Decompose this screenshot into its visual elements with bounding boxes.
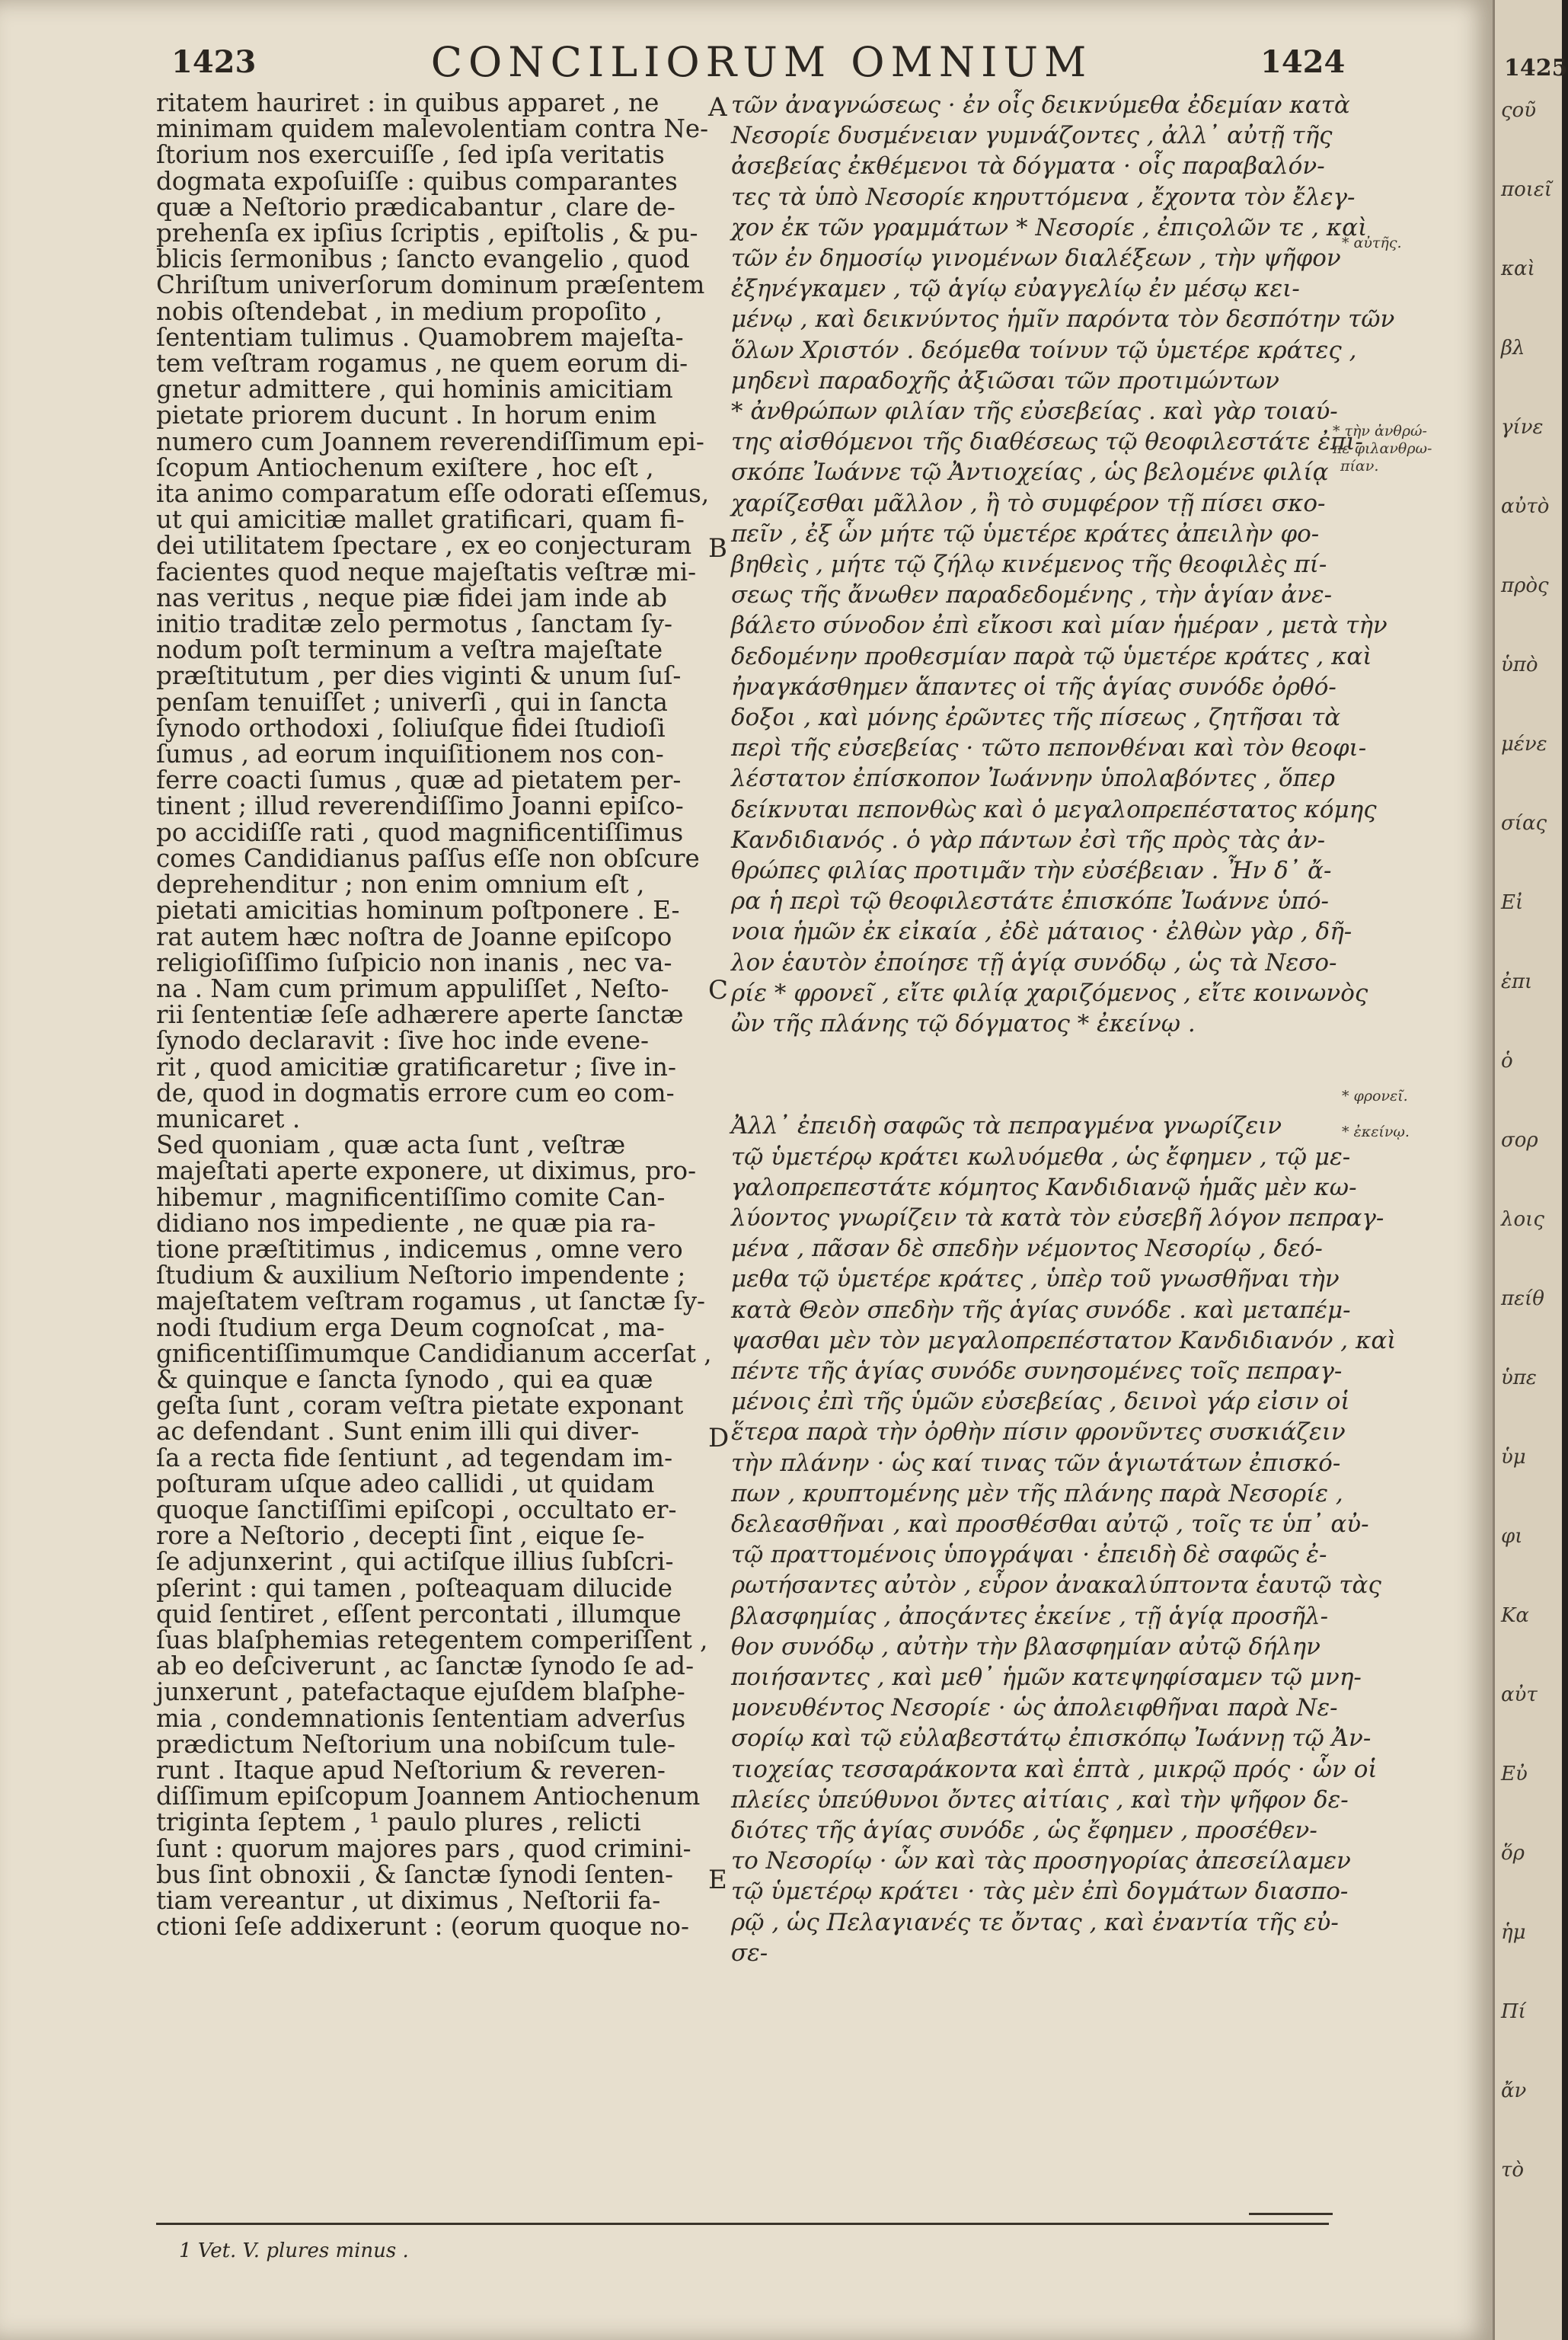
latin-text-line: quid ſentiret , eſſent percontati , illumque xyxy=(156,1599,682,1629)
page-number-right: 1424 xyxy=(1260,44,1346,80)
greek-text-line: σορίῳ καὶ τῷ εὐλαβεστάτῳ ἐπισκόπῳ Ἰωάννῃ τῷ Ἀν- xyxy=(731,1725,1372,1753)
greek-text-line: τὴν πλάνην · ὡς καί τινας τῶν ἁγιωτάτων ἐπισκό- xyxy=(731,1449,1341,1477)
facing-page-fragment: γίνε xyxy=(1501,416,1544,439)
greek-text-line: μονευθέντος Νεσορίε · ὡς ἀπολειφθῆναι παρὰ Νε- xyxy=(731,1694,1338,1722)
facing-page-fragment: αὐτ xyxy=(1501,1683,1538,1706)
latin-text-line: hibemur , magnificentiſſimo comite Can- xyxy=(156,1182,666,1212)
greek-text-line: περὶ τῆς εὐσεβείας · τῶτο πεπονθέναι καὶ τὸν θεοφι- xyxy=(731,734,1367,762)
greek-text-line: θρώπες φιλίας προτιμᾶν τὴν εὐσέβειαν . Ἦν δ᾽ ἄ- xyxy=(731,857,1332,885)
facing-page-fragment: ὅρ xyxy=(1501,1842,1525,1865)
facing-page-fragment: ἐπι xyxy=(1501,970,1533,993)
greek-text-line: βάλετο σύνοδον ἐπὶ εἴκοσι καὶ μίαν ἡμέραν , μετὰ τὴν xyxy=(731,612,1388,640)
greek-text-line: Κανδιδιανός . ὁ γὰρ πάντων ἐσὶ τῆς πρὸς τὰς ἀν- xyxy=(731,826,1326,854)
latin-text-line: poſturam uſque adeo callidi , ut quidam xyxy=(156,1469,655,1498)
page-number-left: 1423 xyxy=(171,44,257,80)
greek-text-line: βηθεὶς , μήτε τῷ ζήλῳ κινέμενος τῆς θεοφιλὲς πί- xyxy=(731,551,1327,579)
latin-text-line: nas veritus , neque piæ fidei jam inde ab xyxy=(156,583,667,612)
section-marker-e: E xyxy=(708,1865,727,1895)
latin-column xyxy=(156,88,720,1942)
facing-page-fragment: Εἰ xyxy=(1501,891,1524,914)
latin-text-line: na . Nam cum primum appuliſſet , Neſto- xyxy=(156,973,669,1003)
latin-text-line: junxerunt , patefactaque ejuſdem blaſphe- xyxy=(156,1677,685,1707)
latin-text-line: diſſimum epiſcopum Joannem Antiochenum xyxy=(156,1782,701,1811)
latin-text-line: runt . Itaque apud Neſtorium & reveren- xyxy=(156,1756,666,1785)
greek-text-line: τῷ πραττομένοις ὑπογράψαι · ἐπειδὴ δὲ σαφῶς ἐ- xyxy=(731,1541,1327,1569)
greek-text-line: νοια ἡμῶν ἐκ εἰκαία , ἐδὲ μάταιος · ἐλθὼν γὰρ , δῆ- xyxy=(731,918,1352,946)
paragraph-gap xyxy=(731,1039,1333,1065)
facing-page-fragment: Κα xyxy=(1501,1604,1529,1627)
facing-page-fragment: σίας xyxy=(1501,812,1547,835)
latin-text-line: de, quod in dogmatis errore cum eo com- xyxy=(156,1078,675,1108)
footnote-rule xyxy=(156,2223,1329,2225)
greek-text-line: μένῳ , καὶ δεικνύντος ἡμῖν παρόντα τὸν δεσπότην τῶν xyxy=(731,305,1395,334)
greek-text-line: σκόπε Ἰωάννε τῷ Ἀντιοχείας , ὡς βελομένε φιλίᾳ xyxy=(731,459,1329,487)
facing-page-fragment: μένε xyxy=(1501,733,1547,756)
greek-text-line: δεδομένην προθεσμίαν παρὰ τῷ ὑμετέρε κράτες , καὶ xyxy=(731,642,1372,670)
latin-text-line: rii ſententiæ ſeſe adhærere aperte ſanctæ xyxy=(156,1000,684,1030)
latin-text-line: dogmata expoſuiſſe : quibus comparantes xyxy=(156,166,678,196)
greek-text-line: πλείες ὑπεύθυνοι ὄντες αἰτίαις , καὶ τὴν ψῆφον δε- xyxy=(731,1785,1349,1814)
greek-text-line: τῶν ἀναγνώσεως · ἐν οἷς δεικνύμεθα ἐδεμίαν κατὰ xyxy=(731,91,1350,119)
latin-text-line: pietati amicitias hominum poſtponere . E- xyxy=(156,896,680,925)
greek-text-line: ἠναγκάσθημεν ἅπαντες οἱ τῆς ἁγίας συνόδε ὀρθό- xyxy=(731,673,1336,701)
latin-text-line: mia , condemnationis ſententiam adverſus xyxy=(156,1703,686,1733)
facing-page-fragment: σορ xyxy=(1501,1129,1538,1152)
latin-text-line: & quinque e ſancta ſynodo , qui ea quæ xyxy=(156,1364,653,1394)
facing-page-fragment: αὐτὸ xyxy=(1501,495,1550,518)
facing-page-fragment: φι xyxy=(1501,1525,1523,1548)
latin-text-line: ſtorium nos exercuiſſe , ſed ipſa veritatis xyxy=(156,140,665,170)
latin-text-line: initio traditæ zelo permotus , ſanctam ſy- xyxy=(156,609,672,639)
greek-text-line: πων , κρυπτομένης μὲν τῆς πλάνης παρὰ Νεσορίε , xyxy=(731,1479,1343,1507)
latin-text-line: tiam vereantur , ut diximus , Neſtorii fa- xyxy=(156,1886,661,1916)
greek-text-line: της αἰσθόμενοι τῆς διαθέσεως τῷ θεοφιλεστάτε ἐπι- xyxy=(731,428,1364,456)
greek-text-line: μηδενὶ παραδοχῆς ἀξιῶσαι τῶν προτιμώντων xyxy=(731,366,1280,395)
facing-page-fragment: ςοῦ xyxy=(1501,99,1537,122)
latin-text-line: penſam tenuiſſet ; univerſi , qui in ſancta xyxy=(156,687,668,717)
greek-text-line: λύοντος γνωρίζειν τὰ κατὰ τὸν εὐσεβῆ λόγον πεπραγ- xyxy=(731,1204,1384,1232)
facing-page-fragment: ὑμ xyxy=(1501,1446,1526,1469)
latin-text-line: ferre coacti ſumus , quæ ad pietatem per- xyxy=(156,766,682,795)
facing-page-edge xyxy=(1493,0,1568,2340)
greek-text-line: το Νεσορίῳ · ὧν καὶ τὰς προσηγορίας ἀπεσείλαμεν xyxy=(731,1847,1351,1875)
margin-note-2: * τὴν ἀνθρώ- xyxy=(1333,423,1427,440)
latin-text-line: dei utilitatem ſpectare , ex eo conjecturam xyxy=(156,531,692,561)
latin-text-line: ut qui amicitiæ mallet gratificari, quam fi- xyxy=(156,505,685,535)
greek-text-line: ρίε * φρονεῖ , εἴτε φιλίᾳ χαριζόμενος , εἴτε κοινωνὸς xyxy=(731,979,1368,1007)
latin-text-line: gnificentiſſimumque Candidianum accerſat , xyxy=(156,1338,712,1368)
greek-text-line: σεως τῆς ἄνωθεν παραδεδομένης , τὴν ἁγίαν ἀνε- xyxy=(731,581,1333,609)
greek-text-line: κατὰ Θεὸν σπεδὴν τῆς ἁγίας συνόδε . καὶ μεταπέμ- xyxy=(731,1296,1351,1324)
greek-text-line: τῶν ἐν δημοσίῳ γινομένων διαλέξεων , τὴν ψῆφον xyxy=(731,245,1341,273)
greek-text-line: Ἀλλ᾽ ἐπειδὴ σαφῶς τὰ πεπραγμένα γνωρίζειν xyxy=(731,1112,1282,1140)
latin-text-line: ſtudium & auxilium Neſtorio impendente ; xyxy=(156,1261,686,1290)
greek-text-line: γαλοπρεπεστάτε κόμητος Κανδιδιανῷ ἡμᾶς μὲν κω- xyxy=(731,1173,1357,1201)
latin-text-line: ſententiam tulimus . Quamobrem majeſta- xyxy=(156,322,684,352)
latin-text-line: ſe adjunxerint , qui actiſque illius ſubſcri- xyxy=(156,1547,674,1577)
latin-text-line: rat autem hæc noſtra de Joanne epiſcopo xyxy=(156,922,672,951)
facing-page-fragment: τὸ xyxy=(1501,2159,1525,2182)
facing-page-fragment: βλ xyxy=(1501,337,1525,360)
latin-text-line: geſta ſunt , coram veſtra pietate exponant xyxy=(156,1391,684,1421)
section-marker-c: C xyxy=(708,975,729,1005)
latin-text-line: præſtitutum , per dies viginti & unum ſuſ- xyxy=(156,661,682,691)
latin-text-line: majeſtati aperte exponere, ut diximus, pro- xyxy=(156,1156,697,1186)
greek-text-line: τῷ ὑμετέρῳ κράτει · τὰς μὲν ἐπὶ δογμάτων διασπο- xyxy=(731,1878,1349,1906)
latin-text-line: Sed quoniam , quæ acta ſunt , veſtræ xyxy=(156,1130,626,1160)
latin-text-line: bus ſint obnoxii , & ſanctæ ſynodi ſenten- xyxy=(156,1859,674,1889)
greek-text-line: * ἀνθρώπων φιλίαν τῆς εὐσεβείας . καὶ γὰρ τοιαύ- xyxy=(731,398,1338,426)
latin-text-line: ctioni ſeſe addixerunt : (eorum quoque no- xyxy=(156,1912,689,1942)
greek-text-line: ἐξηνέγκαμεν , τῷ ἁγίῳ εὐαγγελίῳ ἐν μέσῳ κει- xyxy=(731,275,1300,303)
margin-note-4: * ἐκείνῳ. xyxy=(1342,1124,1410,1140)
facing-page-fragment: λοις xyxy=(1501,1208,1544,1231)
latin-text-line: ſynodo orthodoxi , ſoliuſque fidei ſtudioſi xyxy=(156,713,666,743)
latin-text-line: ſumus , ad eorum inquiſitionem nos con- xyxy=(156,740,664,769)
margin-note-2c: πίαν. xyxy=(1340,458,1379,475)
greek-text-line: ψασθαι μὲν τὸν μεγαλοπρεπέστατον Κανδιδιανόν , καὶ xyxy=(731,1326,1397,1354)
latin-text-line: facientes quod neque majeſtatis veſtræ mi- xyxy=(156,557,697,587)
greek-text-line: ποιήσαντες , καὶ μεθ᾽ ἡμῶν κατεψηφίσαμεν τῷ μνη- xyxy=(731,1663,1362,1691)
latin-text-line: ſynodo declaravit : ſive hoc inde evene- xyxy=(156,1026,649,1056)
latin-text-line: tinent ; illud reverendiſſimo Joanni epiſco- xyxy=(156,791,684,821)
latin-text-line: quoque ſanctiſſimi epiſcopi , occultato er- xyxy=(156,1494,677,1524)
latin-text-line: tione præſtitimus , indicemus , omne vero xyxy=(156,1234,683,1264)
facing-page-number: 1425 xyxy=(1504,55,1568,82)
facing-page-fragment: ὑπε xyxy=(1501,1367,1537,1389)
greek-text-line: ρῷ , ὡς Πελαγιανές τε ὄντας , καὶ ἐναντία τῆς εὐ- xyxy=(731,1908,1339,1936)
latin-text-line: comes Candidianus paſſus eſſe non obſcure xyxy=(156,843,700,873)
latin-text-line: majeſtatem veſtram rogamus , ut ſanctæ ſy- xyxy=(156,1287,706,1316)
latin-text-line: triginta ſeptem , ¹ paulo plures , relicti xyxy=(156,1808,641,1837)
latin-text-line: ſcopum Antiochenum exiſtere , hoc eſt , xyxy=(156,452,654,482)
latin-text-line: ac defendant . Sunt enim illi qui diver- xyxy=(156,1417,640,1447)
latin-text-line: rit , quod amicitiæ gratificaretur ; ſive in- xyxy=(156,1052,676,1082)
facing-page-fragment: πρὸς xyxy=(1501,574,1549,597)
latin-text-line: rore a Neſtorio , decepti ſint , eique ſe- xyxy=(156,1521,645,1551)
facing-page-fragment: πείθ xyxy=(1501,1287,1544,1310)
margin-note-2b: πε φιλανθρω- xyxy=(1333,440,1432,457)
greek-text-line: μένα , πᾶσαν δὲ σπεδὴν νέμοντος Νεσορίῳ , δεό- xyxy=(731,1235,1323,1263)
latin-text-line: ab eo deſciverunt , ac ſanctæ ſynodo ſe ad- xyxy=(156,1651,695,1681)
latin-text-line: prehenſa ex ipſius ſcriptis , epiſtolis , & pu- xyxy=(156,219,698,248)
facing-page-fragment: ἡμ xyxy=(1501,1921,1526,1944)
latin-text-line: minimam quidem malevolentiam contra Ne- xyxy=(156,114,709,144)
greek-text-line: σε- xyxy=(731,1939,768,1967)
greek-text-line: χαρίζεσθαι μᾶλλον , ἢ τὸ συμφέρον τῇ πίσει σκο- xyxy=(731,489,1326,517)
latin-text-line: nobis oſtendebat , in medium propoſito , xyxy=(156,296,663,326)
facing-page-fragment: ἄν xyxy=(1501,2079,1527,2102)
latin-text-line: po accidiſſe rati , quod magnificentiſſimus xyxy=(156,817,684,847)
facing-page-fragment: καὶ xyxy=(1501,257,1535,280)
section-marker-a: A xyxy=(708,92,727,123)
facing-page-fragment: Εὐ xyxy=(1501,1763,1528,1785)
latin-text-line: ſa a recta fide ſentiunt , ad tegendam im- xyxy=(156,1443,673,1472)
greek-text-line: πεῖν , ἐξ ὧν μήτε τῷ ὑμετέρε κράτες ἀπειλὴν φο- xyxy=(731,519,1320,548)
latin-text-line: pietate priorem ducunt . In horum enim xyxy=(156,401,657,430)
margin-note-3: * φρονεῖ. xyxy=(1342,1088,1408,1104)
latin-text-line: ritatem hauriret : in quibus apparet , ne xyxy=(156,88,659,117)
latin-text-line: ſuas blaſphemias retegentem comperiſſent , xyxy=(156,1625,708,1654)
greek-text-line: διότες τῆς ἁγίας συνόδε , ὡς ἔφημεν , προσέθεν- xyxy=(731,1816,1317,1844)
running-header: CONCILIORUM OMNIUM xyxy=(430,38,1093,86)
section-marker-b: B xyxy=(708,533,727,564)
latin-text-line: pſerint : qui tamen , poſteaquam dilucide xyxy=(156,1573,672,1603)
greek-text-line: ὅλων Χριστόν . δεόμεθα τοίνυν τῷ ὑμετέρε κράτες , xyxy=(731,336,1357,364)
greek-text-line: ἀσεβείας ἐκθέμενοι τὰ δόγματα · οἷς παραβαλόν- xyxy=(731,152,1325,181)
latin-text-line: Chriſtum univerſorum dominum præſentem xyxy=(156,270,705,300)
latin-text-line: religioſiſſimo ſuſpicio non inanis , nec va- xyxy=(156,948,672,977)
greek-text-line: ὢν τῆς πλάνης τῷ δόγματος * ἐκείνῳ . xyxy=(731,1010,1196,1038)
latin-text-line: prædictum Neſtorium una nobiſcum tule- xyxy=(156,1729,675,1759)
footnote: 1 Vet. V. plures minus . xyxy=(179,2239,409,2262)
greek-text-line: θον συνόδῳ , αὐτὴν τὴν βλασφημίαν αὐτῷ δήλην xyxy=(731,1632,1321,1661)
latin-text-line: ſunt : quorum majores pars , quod crimini- xyxy=(156,1833,691,1863)
section-marker-d: D xyxy=(708,1423,730,1453)
margin-note-1: * αὐτῆς. xyxy=(1342,235,1402,251)
latin-text-line: municaret . xyxy=(156,1104,301,1133)
latin-text-line: didiano nos impediente , ne quæ pia ra- xyxy=(156,1208,656,1238)
greek-text-line: δείκνυται πεπονθὼς καὶ ὁ μεγαλοπρεπέστατος κόμης xyxy=(731,795,1377,823)
greek-text-line: τῷ ὑμετέρῳ κράτει κωλυόμεθα , ὡς ἔφημεν , τῷ με- xyxy=(731,1143,1351,1171)
greek-text-line: ρωτήσαντες αὐτὸν , εὗρον ἀνακαλύπτοντα ἑαυτῷ τὰς xyxy=(731,1571,1381,1600)
latin-text-line: blicis ſermonibus ; ſancto evangelio , quod xyxy=(156,245,690,274)
greek-text-line: μένοις ἐπὶ τῆς ὑμῶν εὐσεβείας , δεινοὶ γάρ εἰσιν οἱ xyxy=(731,1388,1350,1416)
greek-text-line: πέντε τῆς ἁγίας συνόδε συνησομένες τοῖς πεπραγ- xyxy=(731,1357,1343,1385)
latin-text-line: tem veſtram rogamus , ne quem eorum di- xyxy=(156,349,688,379)
greek-text-line: τες τὰ ὑπὸ Νεσορίε κηρυττόμενα , ἔχοντα τὸν ἔλεγ- xyxy=(731,183,1356,211)
latin-text-line: ita animo comparatum eſſe odorati eſſemus, xyxy=(156,479,710,509)
greek-text-line: Νεσορίε δυσμένειαν γυμνάζοντες , ἀλλ᾽ αὐτῇ τῆς xyxy=(731,122,1333,150)
latin-text-line: nodi ſtudium erga Deum cognoſcat , ma- xyxy=(156,1312,665,1342)
facing-page-fragment: Πί xyxy=(1501,2000,1526,2023)
greek-text-line: λον ἑαυτὸν ἐποίησε τῇ ἁγίᾳ συνόδῳ , ὡς τὰ Νεσο- xyxy=(731,948,1337,977)
latin-text-line: deprehenditur ; non enim omnium eſt , xyxy=(156,870,645,900)
latin-text-line: nodum poſt terminum a veſtra majeſtate xyxy=(156,635,663,665)
greek-text-line: μεθα τῷ ὑμετέρε κράτες , ὑπὲρ τοῦ γνωσθῆναι τὴν xyxy=(731,1265,1340,1293)
greek-text-line: δελεασθῆναι , καὶ προσθέσθαι αὐτῷ , τοῖς τε ὑπ᾽ αὐ- xyxy=(731,1510,1369,1538)
greek-text-line: λέστατον ἐπίσκοπον Ἰωάννην ὑπολαβόντες , ὅπερ xyxy=(731,765,1335,793)
greek-text-line: δοξοι , καὶ μόνης ἐρῶντες τῆς πίσεως , ζητῆσαι τὰ xyxy=(731,704,1341,732)
latin-text-line: quæ a Neſtorio prædicabantur , clare de- xyxy=(156,192,675,222)
greek-text-line: τιοχείας τεσσαράκοντα καὶ ἑπτὰ , μικρῷ πρός · ὧν οἱ xyxy=(731,1755,1378,1783)
greek-end-rule xyxy=(1249,2213,1333,2215)
greek-text-line: χον ἐκ τῶν γραμμάτων * Νεσορίε , ἐπιςολῶν τε , καὶ xyxy=(731,213,1368,241)
facing-page-fragment: ὑπὸ xyxy=(1501,654,1538,676)
facing-page-fragment: ποιεῖ xyxy=(1501,178,1553,201)
greek-text-line: ἕτερα παρὰ τὴν ὀρθὴν πίσιν φρονῦντες συσκιάζειν xyxy=(731,1418,1346,1447)
latin-text-line: gnetur admittere , qui hominis amicitiam xyxy=(156,375,673,404)
greek-text-line: ρα ἡ περὶ τῷ θεοφιλεστάτε ἐπισκόπε Ἰωάννε ὑπό- xyxy=(731,887,1330,916)
facing-page-fragment: ὁ xyxy=(1501,1050,1513,1072)
greek-text-line: βλασφημίας , ἀποςάντες ἐκείνε , τῇ ἁγίᾳ προσῆλ- xyxy=(731,1602,1329,1630)
latin-text-line: numero cum Joannem reverendiſſimum epi- xyxy=(156,427,704,456)
